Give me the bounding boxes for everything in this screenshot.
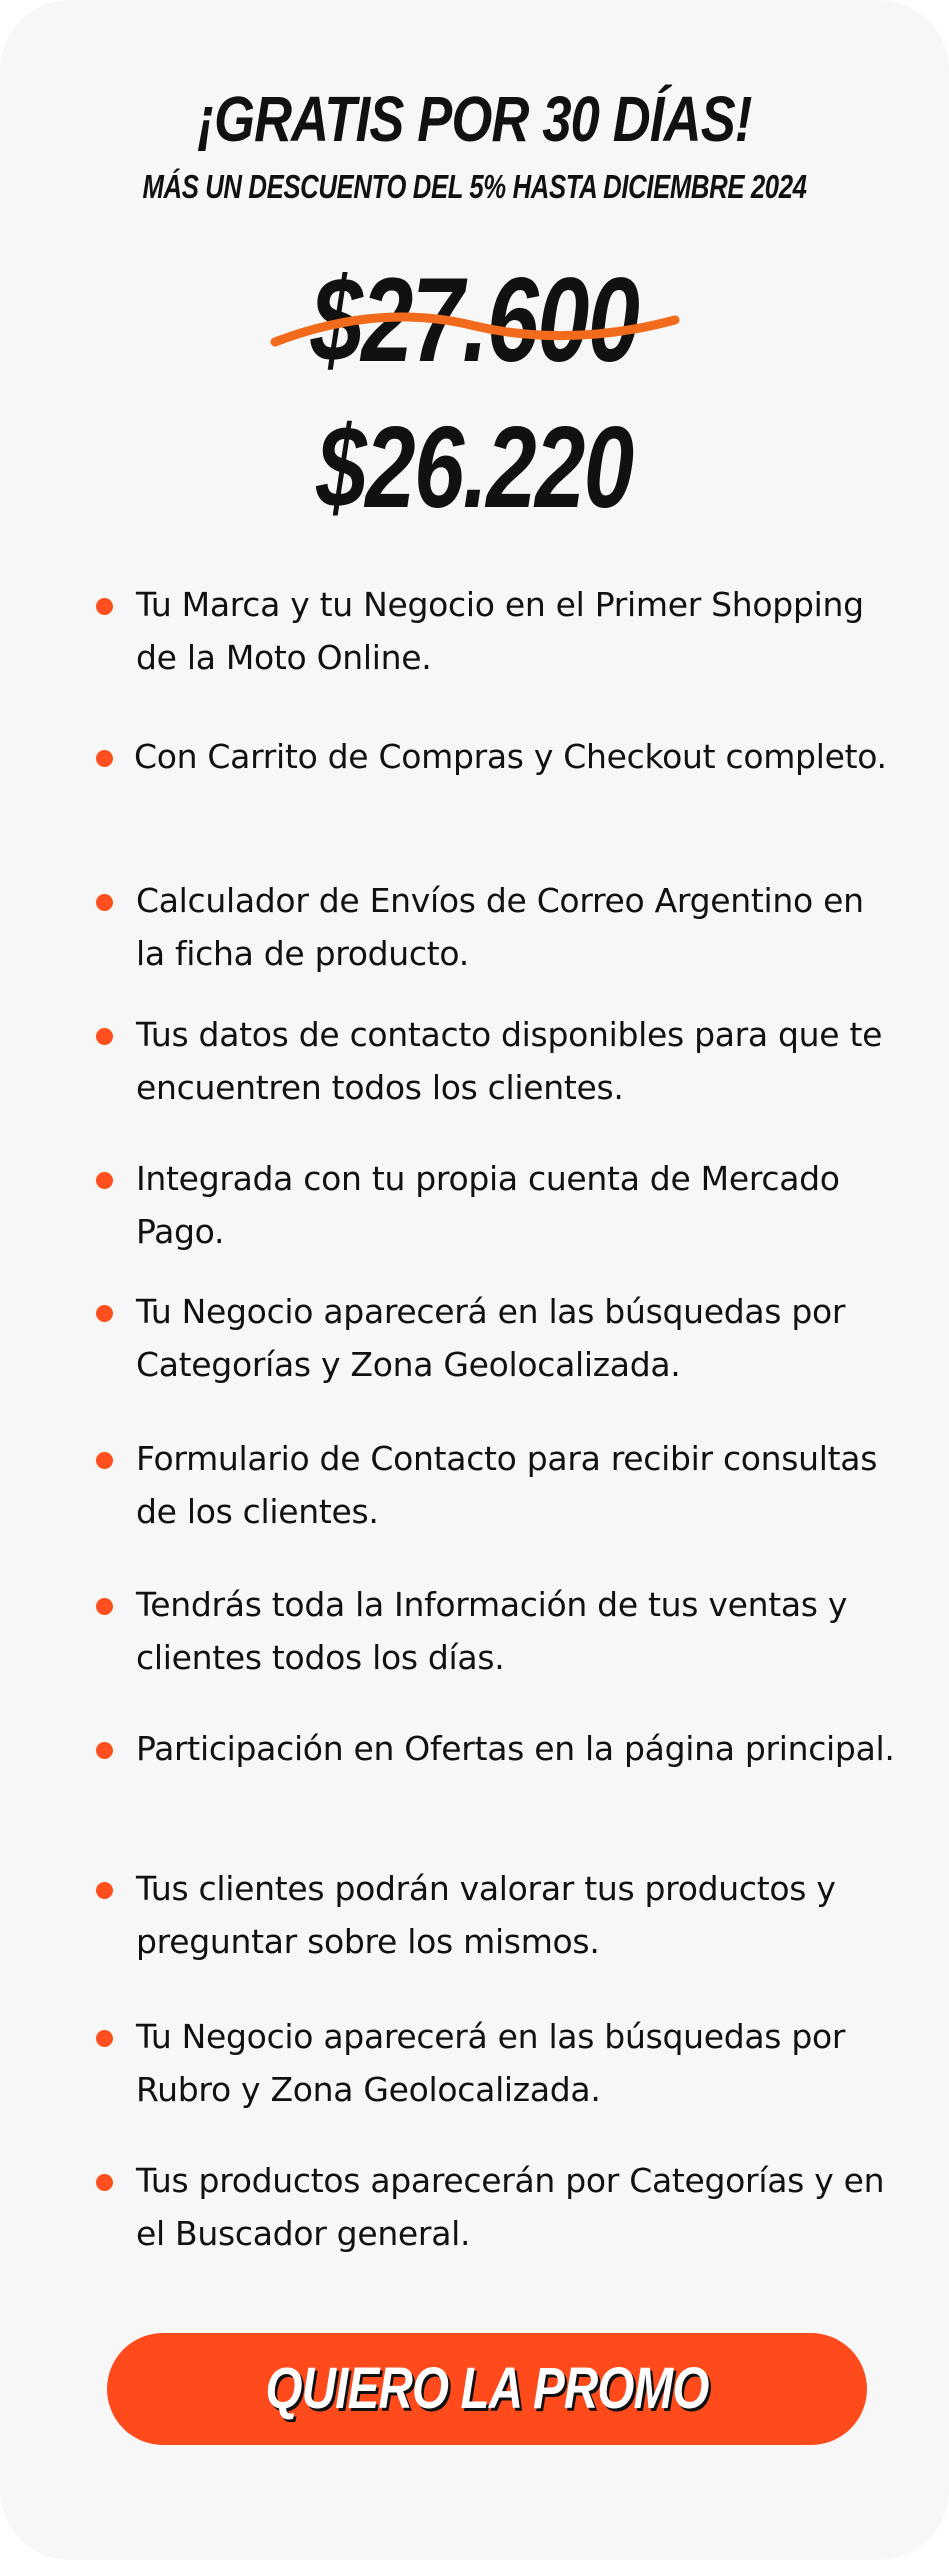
promo-headline: ¡GRATIS POR 30 DÍAS! bbox=[197, 83, 752, 155]
list-item bbox=[0, 730, 949, 840]
list-item bbox=[0, 1432, 949, 1542]
bullet-dot-icon bbox=[96, 1028, 113, 1045]
list-item bbox=[0, 578, 949, 688]
feature-text: Tu Negocio aparecerá en las búsquedas por Categorías y Zona Geolocalizada. bbox=[136, 1292, 846, 1384]
list-item bbox=[0, 1152, 949, 1262]
list-item bbox=[0, 1862, 949, 1972]
feature-text: Participación en Ofertas en la página principal. bbox=[136, 1729, 895, 1768]
bullet-dot-icon bbox=[96, 1742, 113, 1759]
promo-subheadline: MÁS UN DESCUENTO DEL 5% HASTA DICIEMBRE 2024 bbox=[142, 168, 807, 205]
bullet-dot-icon bbox=[96, 2174, 113, 2191]
bullet-dot-icon bbox=[96, 750, 113, 767]
bullet-dot-icon bbox=[96, 1452, 113, 1469]
list-item bbox=[0, 2010, 949, 2120]
feature-text: Calculador de Envíos de Correo Argentino en la ficha de producto. bbox=[136, 881, 864, 973]
bullet-dot-icon bbox=[96, 1882, 113, 1899]
list-item bbox=[0, 2154, 949, 2264]
bullet-dot-icon bbox=[96, 1172, 113, 1189]
bullet-dot-icon bbox=[96, 598, 113, 615]
bullet-dot-icon bbox=[96, 1305, 113, 1322]
list-item bbox=[0, 1722, 949, 1832]
feature-text: Tus productos aparecerán por Categorías y en el Buscador general. bbox=[136, 2161, 885, 2253]
feature-text: Tus clientes podrán valorar tus productos y preguntar sobre los mismos. bbox=[136, 1869, 836, 1961]
feature-text: Integrada con tu propia cuenta de Mercado Pago. bbox=[136, 1159, 840, 1251]
feature-text: Tus datos de contacto disponibles para que te encuentren todos los clientes. bbox=[136, 1015, 883, 1107]
list-item bbox=[0, 1008, 949, 1118]
feature-text: Con Carrito de Compras y Checkout completo. bbox=[134, 737, 887, 776]
feature-text: Formulario de Contacto para recibir consultas de los clientes. bbox=[136, 1439, 878, 1531]
promo-cta-button[interactable] bbox=[107, 2333, 867, 2445]
feature-text: Tendrás toda la Información de tus ventas y clientes todos los días. bbox=[136, 1585, 848, 1677]
bullet-dot-icon bbox=[96, 2030, 113, 2047]
promo-cta-label: QUIERO LA PROMO bbox=[265, 2356, 709, 2421]
list-item bbox=[0, 1578, 949, 1688]
feature-text: Tu Marca y tu Negocio en el Primer Shopping de la Moto Online. bbox=[136, 585, 864, 677]
feature-text: Tu Negocio aparecerá en las búsquedas por Rubro y Zona Geolocalizada. bbox=[136, 2017, 846, 2109]
new-price: $26.220 bbox=[316, 402, 633, 532]
list-item bbox=[0, 874, 949, 984]
bullet-dot-icon bbox=[96, 1598, 113, 1615]
bullet-dot-icon bbox=[96, 894, 113, 911]
old-price: $27.600 bbox=[310, 253, 639, 387]
list-item bbox=[0, 1285, 949, 1395]
